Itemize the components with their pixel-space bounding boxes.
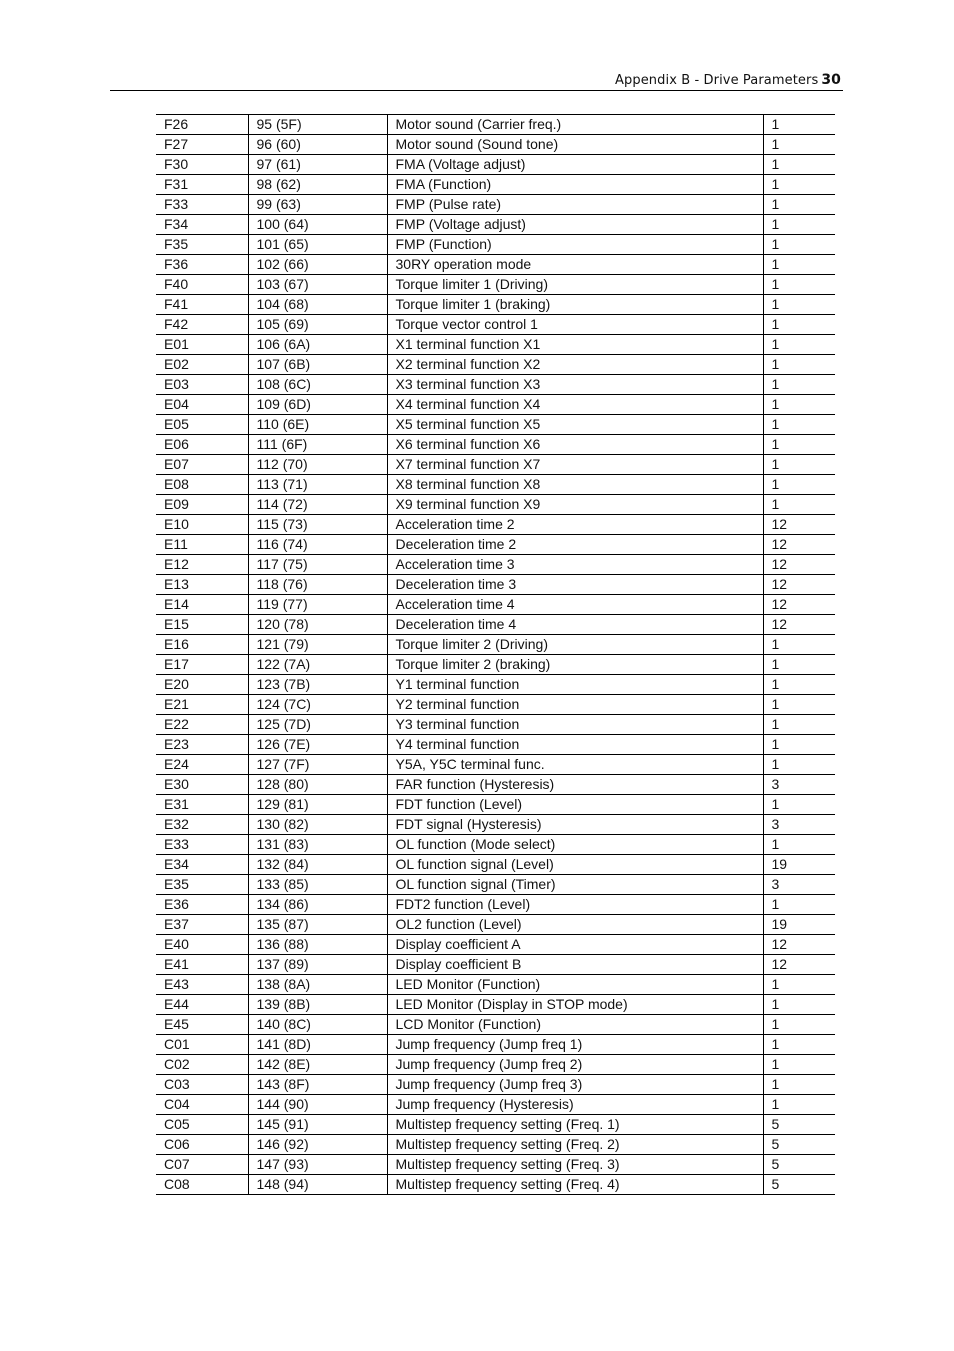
parameter-name-cell: LED Monitor (Function)	[387, 975, 763, 995]
table-row	[156, 435, 835, 455]
value-cell: 3	[763, 815, 835, 835]
parameter-name-cell: OL function signal (Level)	[387, 855, 763, 875]
parameter-name-cell: Jump frequency (Hysteresis)	[387, 1095, 763, 1115]
address-cell: 99 (63)	[248, 195, 387, 215]
parameter-code-cell: E30	[156, 775, 248, 795]
table-row	[156, 455, 835, 475]
parameter-name-cell: Jump frequency (Jump freq 3)	[387, 1075, 763, 1095]
address-cell: 145 (91)	[248, 1115, 387, 1135]
parameter-name-cell: OL2 function (Level)	[387, 915, 763, 935]
table-row	[156, 275, 835, 295]
table-row	[156, 415, 835, 435]
parameter-code-cell: E36	[156, 895, 248, 915]
parameter-code-cell: E22	[156, 715, 248, 735]
address-cell: 128 (80)	[248, 775, 387, 795]
address-cell: 127 (7F)	[248, 755, 387, 775]
parameter-code-cell: E24	[156, 755, 248, 775]
value-cell: 5	[763, 1135, 835, 1155]
table-row	[156, 535, 835, 555]
value-cell: 1	[763, 395, 835, 415]
table-row	[156, 595, 835, 615]
parameter-code-cell: F40	[156, 275, 248, 295]
address-cell: 131 (83)	[248, 835, 387, 855]
parameter-name-cell: Acceleration time 2	[387, 515, 763, 535]
value-cell: 12	[763, 935, 835, 955]
address-cell: 101 (65)	[248, 235, 387, 255]
parameter-name-cell: X7 terminal function X7	[387, 455, 763, 475]
address-cell: 119 (77)	[248, 595, 387, 615]
table-row	[156, 1155, 835, 1175]
parameter-code-cell: E05	[156, 415, 248, 435]
parameter-name-cell: Motor sound (Sound tone)	[387, 135, 763, 155]
table-row	[156, 195, 835, 215]
parameter-code-cell: C02	[156, 1055, 248, 1075]
parameter-code-cell: E40	[156, 935, 248, 955]
address-cell: 106 (6A)	[248, 335, 387, 355]
parameter-code-cell: E04	[156, 395, 248, 415]
parameter-name-cell: Y2 terminal function	[387, 695, 763, 715]
parameter-name-cell: X2 terminal function X2	[387, 355, 763, 375]
table-row	[156, 115, 835, 135]
address-cell: 147 (93)	[248, 1155, 387, 1175]
value-cell: 1	[763, 495, 835, 515]
table-row	[156, 395, 835, 415]
table-row	[156, 375, 835, 395]
parameter-code-cell: E23	[156, 735, 248, 755]
parameter-code-cell: F41	[156, 295, 248, 315]
address-cell: 105 (69)	[248, 315, 387, 335]
address-cell: 146 (92)	[248, 1135, 387, 1155]
parameter-code-cell: E41	[156, 955, 248, 975]
address-cell: 115 (73)	[248, 515, 387, 535]
address-cell: 120 (78)	[248, 615, 387, 635]
parameter-name-cell: Acceleration time 3	[387, 555, 763, 575]
table-row	[156, 175, 835, 195]
parameter-name-cell: Jump frequency (Jump freq 2)	[387, 1055, 763, 1075]
value-cell: 1	[763, 1075, 835, 1095]
value-cell: 1	[763, 175, 835, 195]
parameter-code-cell: E09	[156, 495, 248, 515]
table-row	[156, 715, 835, 735]
address-cell: 104 (68)	[248, 295, 387, 315]
value-cell: 1	[763, 635, 835, 655]
value-cell: 3	[763, 875, 835, 895]
parameter-name-cell: Torque vector control 1	[387, 315, 763, 335]
value-cell: 1	[763, 675, 835, 695]
table-row	[156, 855, 835, 875]
page-header	[110, 64, 843, 91]
address-cell: 142 (8E)	[248, 1055, 387, 1075]
table-row	[156, 655, 835, 675]
table-row	[156, 835, 835, 855]
address-cell: 98 (62)	[248, 175, 387, 195]
address-cell: 108 (6C)	[248, 375, 387, 395]
address-cell: 112 (70)	[248, 455, 387, 475]
parameter-name-cell: Y3 terminal function	[387, 715, 763, 735]
table-row	[156, 955, 835, 975]
table-row	[156, 1075, 835, 1095]
parameter-name-cell: X6 terminal function X6	[387, 435, 763, 455]
address-cell: 143 (8F)	[248, 1075, 387, 1095]
parameter-code-cell: E45	[156, 1015, 248, 1035]
address-cell: 107 (6B)	[248, 355, 387, 375]
table-row	[156, 255, 835, 275]
value-cell: 1	[763, 455, 835, 475]
value-cell: 1	[763, 735, 835, 755]
value-cell: 1	[763, 475, 835, 495]
table-row	[156, 555, 835, 575]
address-cell: 126 (7E)	[248, 735, 387, 755]
parameter-code-cell: E43	[156, 975, 248, 995]
table-row	[156, 515, 835, 535]
table-row	[156, 695, 835, 715]
value-cell: 1	[763, 255, 835, 275]
parameter-code-cell: E02	[156, 355, 248, 375]
value-cell: 1	[763, 435, 835, 455]
value-cell: 1	[763, 355, 835, 375]
parameter-code-cell: E11	[156, 535, 248, 555]
address-cell: 136 (88)	[248, 935, 387, 955]
table-row	[156, 675, 835, 695]
parameter-name-cell: Y4 terminal function	[387, 735, 763, 755]
parameter-code-cell: C04	[156, 1095, 248, 1115]
parameter-name-cell: X5 terminal function X5	[387, 415, 763, 435]
table-row	[156, 1135, 835, 1155]
parameter-code-cell: F36	[156, 255, 248, 275]
address-cell: 102 (66)	[248, 255, 387, 275]
parameter-name-cell: Multistep frequency setting (Freq. 3)	[387, 1155, 763, 1175]
parameter-name-cell: Torque limiter 2 (Driving)	[387, 635, 763, 655]
table-row	[156, 1115, 835, 1135]
address-cell: 144 (90)	[248, 1095, 387, 1115]
table-row	[156, 1055, 835, 1075]
parameter-code-cell: E13	[156, 575, 248, 595]
value-cell: 3	[763, 775, 835, 795]
address-cell: 123 (7B)	[248, 675, 387, 695]
table-row	[156, 235, 835, 255]
value-cell: 1	[763, 375, 835, 395]
parameter-code-cell: E15	[156, 615, 248, 635]
parameter-name-cell: FAR function (Hysteresis)	[387, 775, 763, 795]
parameter-code-cell: E16	[156, 635, 248, 655]
value-cell: 12	[763, 535, 835, 555]
value-cell: 1	[763, 295, 835, 315]
value-cell: 1	[763, 1035, 835, 1055]
parameter-code-cell: F26	[156, 115, 248, 135]
parameter-name-cell: Multistep frequency setting (Freq. 1)	[387, 1115, 763, 1135]
table-row	[156, 1015, 835, 1035]
address-cell: 138 (8A)	[248, 975, 387, 995]
parameter-code-cell: E08	[156, 475, 248, 495]
table-row	[156, 295, 835, 315]
value-cell: 12	[763, 515, 835, 535]
parameter-code-cell: E31	[156, 795, 248, 815]
address-cell: 118 (76)	[248, 575, 387, 595]
parameter-name-cell: Multistep frequency setting (Freq. 4)	[387, 1175, 763, 1195]
parameter-name-cell: FMA (Function)	[387, 175, 763, 195]
parameters-table	[156, 114, 835, 1195]
parameter-code-cell: C06	[156, 1135, 248, 1155]
parameter-code-cell: E10	[156, 515, 248, 535]
value-cell: 1	[763, 715, 835, 735]
parameter-code-cell: F31	[156, 175, 248, 195]
table-row	[156, 935, 835, 955]
address-cell: 96 (60)	[248, 135, 387, 155]
address-cell: 110 (6E)	[248, 415, 387, 435]
parameter-name-cell: Y1 terminal function	[387, 675, 763, 695]
value-cell: 5	[763, 1175, 835, 1195]
parameter-name-cell: Motor sound (Carrier freq.)	[387, 115, 763, 135]
address-cell: 134 (86)	[248, 895, 387, 915]
parameter-name-cell: Multistep frequency setting (Freq. 2)	[387, 1135, 763, 1155]
parameter-name-cell: 30RY operation mode	[387, 255, 763, 275]
value-cell: 12	[763, 955, 835, 975]
address-cell: 130 (82)	[248, 815, 387, 835]
header-title: Appendix B - Drive Parameters	[615, 73, 819, 88]
parameter-name-cell: Torque limiter 2 (braking)	[387, 655, 763, 675]
parameter-code-cell: E14	[156, 595, 248, 615]
table-row	[156, 1095, 835, 1115]
value-cell: 1	[763, 135, 835, 155]
table-row	[156, 1035, 835, 1055]
value-cell: 1	[763, 335, 835, 355]
parameter-name-cell: Deceleration time 2	[387, 535, 763, 555]
address-cell: 148 (94)	[248, 1175, 387, 1195]
parameter-code-cell: F42	[156, 315, 248, 335]
parameter-code-cell: E01	[156, 335, 248, 355]
table-row	[156, 975, 835, 995]
parameter-code-cell: F35	[156, 235, 248, 255]
parameter-code-cell: E37	[156, 915, 248, 935]
value-cell: 1	[763, 315, 835, 335]
address-cell: 121 (79)	[248, 635, 387, 655]
address-cell: 135 (87)	[248, 915, 387, 935]
table-row	[156, 215, 835, 235]
value-cell: 1	[763, 115, 835, 135]
value-cell: 12	[763, 615, 835, 635]
parameter-name-cell: Y5A, Y5C terminal func.	[387, 755, 763, 775]
value-cell: 1	[763, 415, 835, 435]
parameter-name-cell: Torque limiter 1 (Driving)	[387, 275, 763, 295]
address-cell: 97 (61)	[248, 155, 387, 175]
table-row	[156, 635, 835, 655]
parameter-name-cell: Acceleration time 4	[387, 595, 763, 615]
address-cell: 139 (8B)	[248, 995, 387, 1015]
value-cell: 1	[763, 795, 835, 815]
parameter-name-cell: LCD Monitor (Function)	[387, 1015, 763, 1035]
value-cell: 1	[763, 275, 835, 295]
table-row	[156, 355, 835, 375]
parameter-name-cell: FMP (Pulse rate)	[387, 195, 763, 215]
table-row	[156, 775, 835, 795]
address-cell: 141 (8D)	[248, 1035, 387, 1055]
table-row	[156, 895, 835, 915]
parameter-code-cell: E12	[156, 555, 248, 575]
parameter-code-cell: F33	[156, 195, 248, 215]
value-cell: 1	[763, 1055, 835, 1075]
parameter-code-cell: F30	[156, 155, 248, 175]
parameter-name-cell: X4 terminal function X4	[387, 395, 763, 415]
value-cell: 12	[763, 555, 835, 575]
table-row	[156, 615, 835, 635]
value-cell: 19	[763, 915, 835, 935]
parameter-code-cell: C01	[156, 1035, 248, 1055]
parameter-code-cell: C05	[156, 1115, 248, 1135]
value-cell: 19	[763, 855, 835, 875]
parameter-name-cell: FDT2 function (Level)	[387, 895, 763, 915]
header-text	[615, 72, 841, 88]
value-cell: 1	[763, 895, 835, 915]
parameter-code-cell: C03	[156, 1075, 248, 1095]
value-cell: 1	[763, 215, 835, 235]
table-row	[156, 315, 835, 335]
parameter-code-cell: E21	[156, 695, 248, 715]
parameter-name-cell: OL function (Mode select)	[387, 835, 763, 855]
address-cell: 132 (84)	[248, 855, 387, 875]
parameter-name-cell: OL function signal (Timer)	[387, 875, 763, 895]
parameter-name-cell: Display coefficient A	[387, 935, 763, 955]
parameter-code-cell: F27	[156, 135, 248, 155]
table-row	[156, 575, 835, 595]
table-row	[156, 155, 835, 175]
value-cell: 1	[763, 975, 835, 995]
address-cell: 124 (7C)	[248, 695, 387, 715]
table-row	[156, 915, 835, 935]
table-row	[156, 755, 835, 775]
address-cell: 109 (6D)	[248, 395, 387, 415]
value-cell: 1	[763, 1015, 835, 1035]
parameter-code-cell: E44	[156, 995, 248, 1015]
value-cell: 1	[763, 755, 835, 775]
address-cell: 114 (72)	[248, 495, 387, 515]
parameter-name-cell: X9 terminal function X9	[387, 495, 763, 515]
parameter-code-cell: E32	[156, 815, 248, 835]
value-cell: 5	[763, 1115, 835, 1135]
address-cell: 117 (75)	[248, 555, 387, 575]
table-row	[156, 475, 835, 495]
parameter-code-cell: C08	[156, 1175, 248, 1195]
address-cell: 100 (64)	[248, 215, 387, 235]
table-row	[156, 335, 835, 355]
parameter-name-cell: FMP (Function)	[387, 235, 763, 255]
value-cell: 1	[763, 195, 835, 215]
parameter-name-cell: X8 terminal function X8	[387, 475, 763, 495]
parameter-name-cell: FDT function (Level)	[387, 795, 763, 815]
address-cell: 111 (6F)	[248, 435, 387, 455]
parameter-code-cell: F34	[156, 215, 248, 235]
parameter-name-cell: Jump frequency (Jump freq 1)	[387, 1035, 763, 1055]
parameter-name-cell: X1 terminal function X1	[387, 335, 763, 355]
parameter-name-cell: X3 terminal function X3	[387, 375, 763, 395]
value-cell: 1	[763, 655, 835, 675]
table-row	[156, 815, 835, 835]
parameter-name-cell: FMA (Voltage adjust)	[387, 155, 763, 175]
address-cell: 125 (7D)	[248, 715, 387, 735]
value-cell: 1	[763, 995, 835, 1015]
page-number: 30	[821, 72, 841, 88]
address-cell: 140 (8C)	[248, 1015, 387, 1035]
value-cell: 12	[763, 595, 835, 615]
parameter-code-cell: E33	[156, 835, 248, 855]
parameter-name-cell: Deceleration time 4	[387, 615, 763, 635]
value-cell: 12	[763, 575, 835, 595]
parameter-name-cell: Deceleration time 3	[387, 575, 763, 595]
parameter-code-cell: E07	[156, 455, 248, 475]
value-cell: 5	[763, 1155, 835, 1175]
parameter-code-cell: E20	[156, 675, 248, 695]
address-cell: 113 (71)	[248, 475, 387, 495]
parameter-code-cell: E03	[156, 375, 248, 395]
address-cell: 103 (67)	[248, 275, 387, 295]
table-row	[156, 735, 835, 755]
address-cell: 116 (74)	[248, 535, 387, 555]
table-row	[156, 995, 835, 1015]
parameter-name-cell: LED Monitor (Display in STOP mode)	[387, 995, 763, 1015]
table-row	[156, 1175, 835, 1195]
parameter-name-cell: Torque limiter 1 (braking)	[387, 295, 763, 315]
address-cell: 122 (7A)	[248, 655, 387, 675]
value-cell: 1	[763, 835, 835, 855]
value-cell: 1	[763, 1095, 835, 1115]
parameter-name-cell: FDT signal (Hysteresis)	[387, 815, 763, 835]
parameter-code-cell: E34	[156, 855, 248, 875]
value-cell: 1	[763, 695, 835, 715]
parameter-code-cell: E06	[156, 435, 248, 455]
address-cell: 95 (5F)	[248, 115, 387, 135]
parameter-code-cell: E17	[156, 655, 248, 675]
table-row	[156, 495, 835, 515]
value-cell: 1	[763, 235, 835, 255]
parameter-code-cell: C07	[156, 1155, 248, 1175]
table-row	[156, 795, 835, 815]
address-cell: 133 (85)	[248, 875, 387, 895]
address-cell: 129 (81)	[248, 795, 387, 815]
parameter-name-cell: Display coefficient B	[387, 955, 763, 975]
address-cell: 137 (89)	[248, 955, 387, 975]
table-row	[156, 875, 835, 895]
parameters-table-body	[156, 115, 835, 1195]
parameter-name-cell: FMP (Voltage adjust)	[387, 215, 763, 235]
value-cell: 1	[763, 155, 835, 175]
table-row	[156, 135, 835, 155]
parameter-code-cell: E35	[156, 875, 248, 895]
